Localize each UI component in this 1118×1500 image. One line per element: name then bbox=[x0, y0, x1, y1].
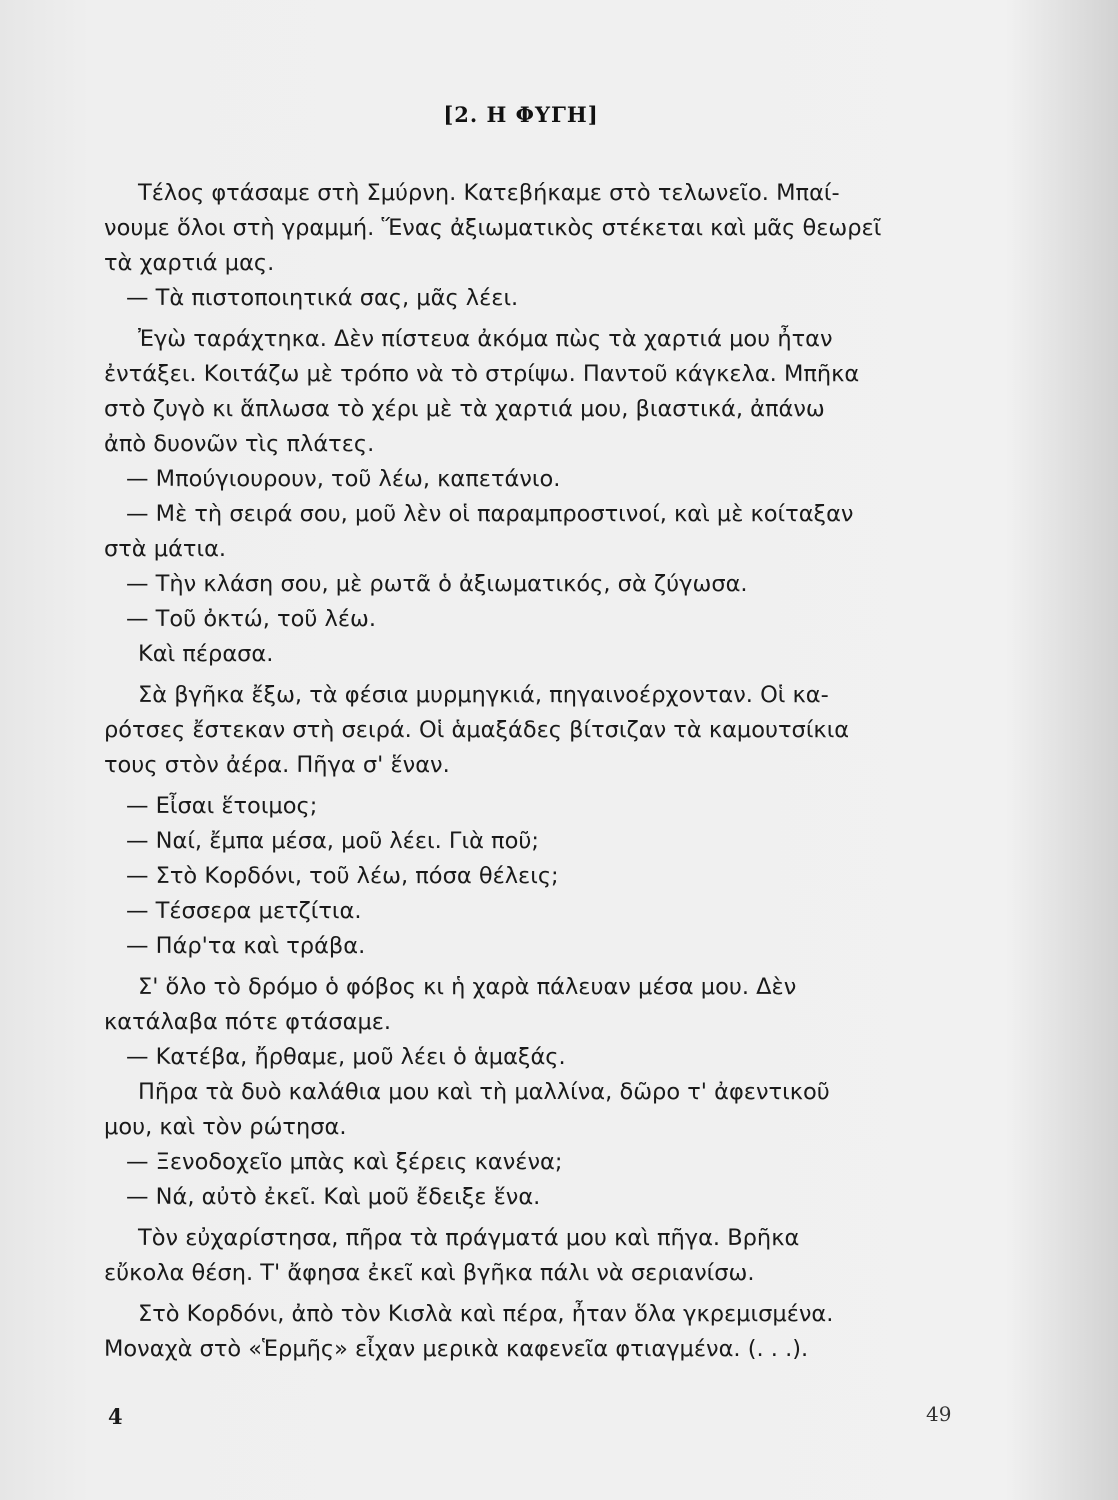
text-line: Σ' ὅλο τὸ δρόμο ὁ φόβος κι ἡ χαρὰ πάλευαν μέσα μου. Δὲν bbox=[138, 974, 797, 1000]
dialogue-line: — Τὰ πιστοποιητικά σας, μᾶς λέει. bbox=[126, 285, 519, 311]
dialogue-line: — Κατέβα, ἤρθαμε, μοῦ λέει ὁ ἁμαξάς. bbox=[126, 1044, 566, 1070]
section-heading: [2. Η ΦΥΓΗ] bbox=[443, 102, 599, 127]
text-line: νουμε ὅλοι στὴ γραμμή. Ἕνας ἀξιωματικὸς στέκεται καὶ μᾶς θεωρεῖ bbox=[104, 215, 882, 241]
text-line: στὰ μάτια. bbox=[104, 536, 227, 562]
dialogue-line: — Πάρ'τα καὶ τράβα. bbox=[126, 933, 366, 959]
text-line: κατάλαβα πότε φτάσαμε. bbox=[104, 1009, 392, 1035]
dialogue-line: — Μὲ τὴ σειρά σου, μοῦ λὲν οἱ παραμπροστινοί, καὶ μὲ κοίταξαν bbox=[126, 501, 854, 527]
text-line: στὸ ζυγὸ κι ἅπλωσα τὸ χέρι μὲ τὰ χαρτιά μου, βιαστικά, ἀπάνω bbox=[104, 396, 825, 422]
text-line: Καὶ πέρασα. bbox=[138, 641, 274, 667]
text-line: ἐντάξει. Κοιτάζω μὲ τρόπο νὰ τὸ στρίψω. Παντοῦ κάγκελα. Μπῆκα bbox=[104, 361, 860, 387]
text-line: Σὰ βγῆκα ἔξω, τὰ φέσια μυρμηγκιά, πηγαινοέρχονταν. Οἱ κα- bbox=[138, 682, 829, 708]
dialogue-line: — Τοῦ ὀκτώ, τοῦ λέω. bbox=[126, 606, 377, 632]
signature-mark: 4 bbox=[108, 1404, 123, 1429]
dialogue-line: — Μπούγιουρουν, τοῦ λέω, καπετάνιο. bbox=[126, 466, 561, 492]
text-line: Στὸ Κορδόνι, ἀπὸ τὸν Κισλὰ καὶ πέρα, ἦταν ὅλα γκρεμισμένα. bbox=[138, 1301, 834, 1327]
text-line: μου, καὶ τὸν ρώτησα. bbox=[104, 1114, 347, 1140]
text-line: Τέλος φτάσαμε στὴ Σμύρνη. Κατεβήκαμε στὸ τελωνεῖο. Μπαί- bbox=[138, 180, 840, 206]
dialogue-line: — Τέσσερα μετζίτια. bbox=[126, 898, 362, 924]
dialogue-line: — Ξενοδοχεῖο μπὰς καὶ ξέρεις κανένα; bbox=[126, 1149, 563, 1175]
text-line: Τὸν εὐχαρίστησα, πῆρα τὰ πράγματά μου καὶ πῆγα. Βρῆκα bbox=[138, 1225, 800, 1251]
dialogue-line: — Στὸ Κορδόνι, τοῦ λέω, πόσα θέλεις; bbox=[126, 863, 559, 889]
body-text bbox=[104, 176, 964, 1367]
text-line: Μοναχὰ στὸ «Ἑρμῆς» εἶχαν μερικὰ καφενεῖα φτιαγμένα. (. . .). bbox=[104, 1336, 809, 1362]
page-number: 49 bbox=[926, 1402, 952, 1426]
dialogue-line: — Ναί, ἔμπα μέσα, μοῦ λέει. Γιὰ ποῦ; bbox=[126, 828, 539, 854]
text-line: τὰ χαρτιά μας. bbox=[104, 250, 275, 276]
text-line: ἀπὸ δυονῶν τὶς πλάτες. bbox=[104, 431, 375, 457]
text-line: ρότσες ἔστεκαν στὴ σειρά. Οἱ ἁμαξάδες βίτσιζαν τὰ καμουτσίκια bbox=[104, 717, 850, 743]
text-line: Ἐγὼ ταράχτηκα. Δὲν πίστευα ἀκόμα πὼς τὰ χαρτιά μου ἦταν bbox=[138, 326, 833, 352]
dialogue-line: — Τὴν κλάση σου, μὲ ρωτᾶ ὁ ἀξιωματικός, σὰ ζύγωσα. bbox=[126, 571, 748, 597]
text-line: εὔκολα θέση. Τ' ἄφησα ἐκεῖ καὶ βγῆκα πάλι νὰ σεριανίσω. bbox=[104, 1260, 755, 1286]
text-line: τους στὸν ἀέρα. Πῆγα σ' ἕναν. bbox=[104, 752, 450, 778]
dialogue-line: — Εἶσαι ἕτοιμος; bbox=[126, 793, 318, 819]
text-line: Πῆρα τὰ δυὸ καλάθια μου καὶ τὴ μαλλίνα, δῶρο τ' ἀφεντικοῦ bbox=[138, 1079, 830, 1105]
dialogue-line: — Νά, αὐτὸ ἐκεῖ. Καὶ μοῦ ἔδειξε ἕνα. bbox=[126, 1184, 541, 1210]
